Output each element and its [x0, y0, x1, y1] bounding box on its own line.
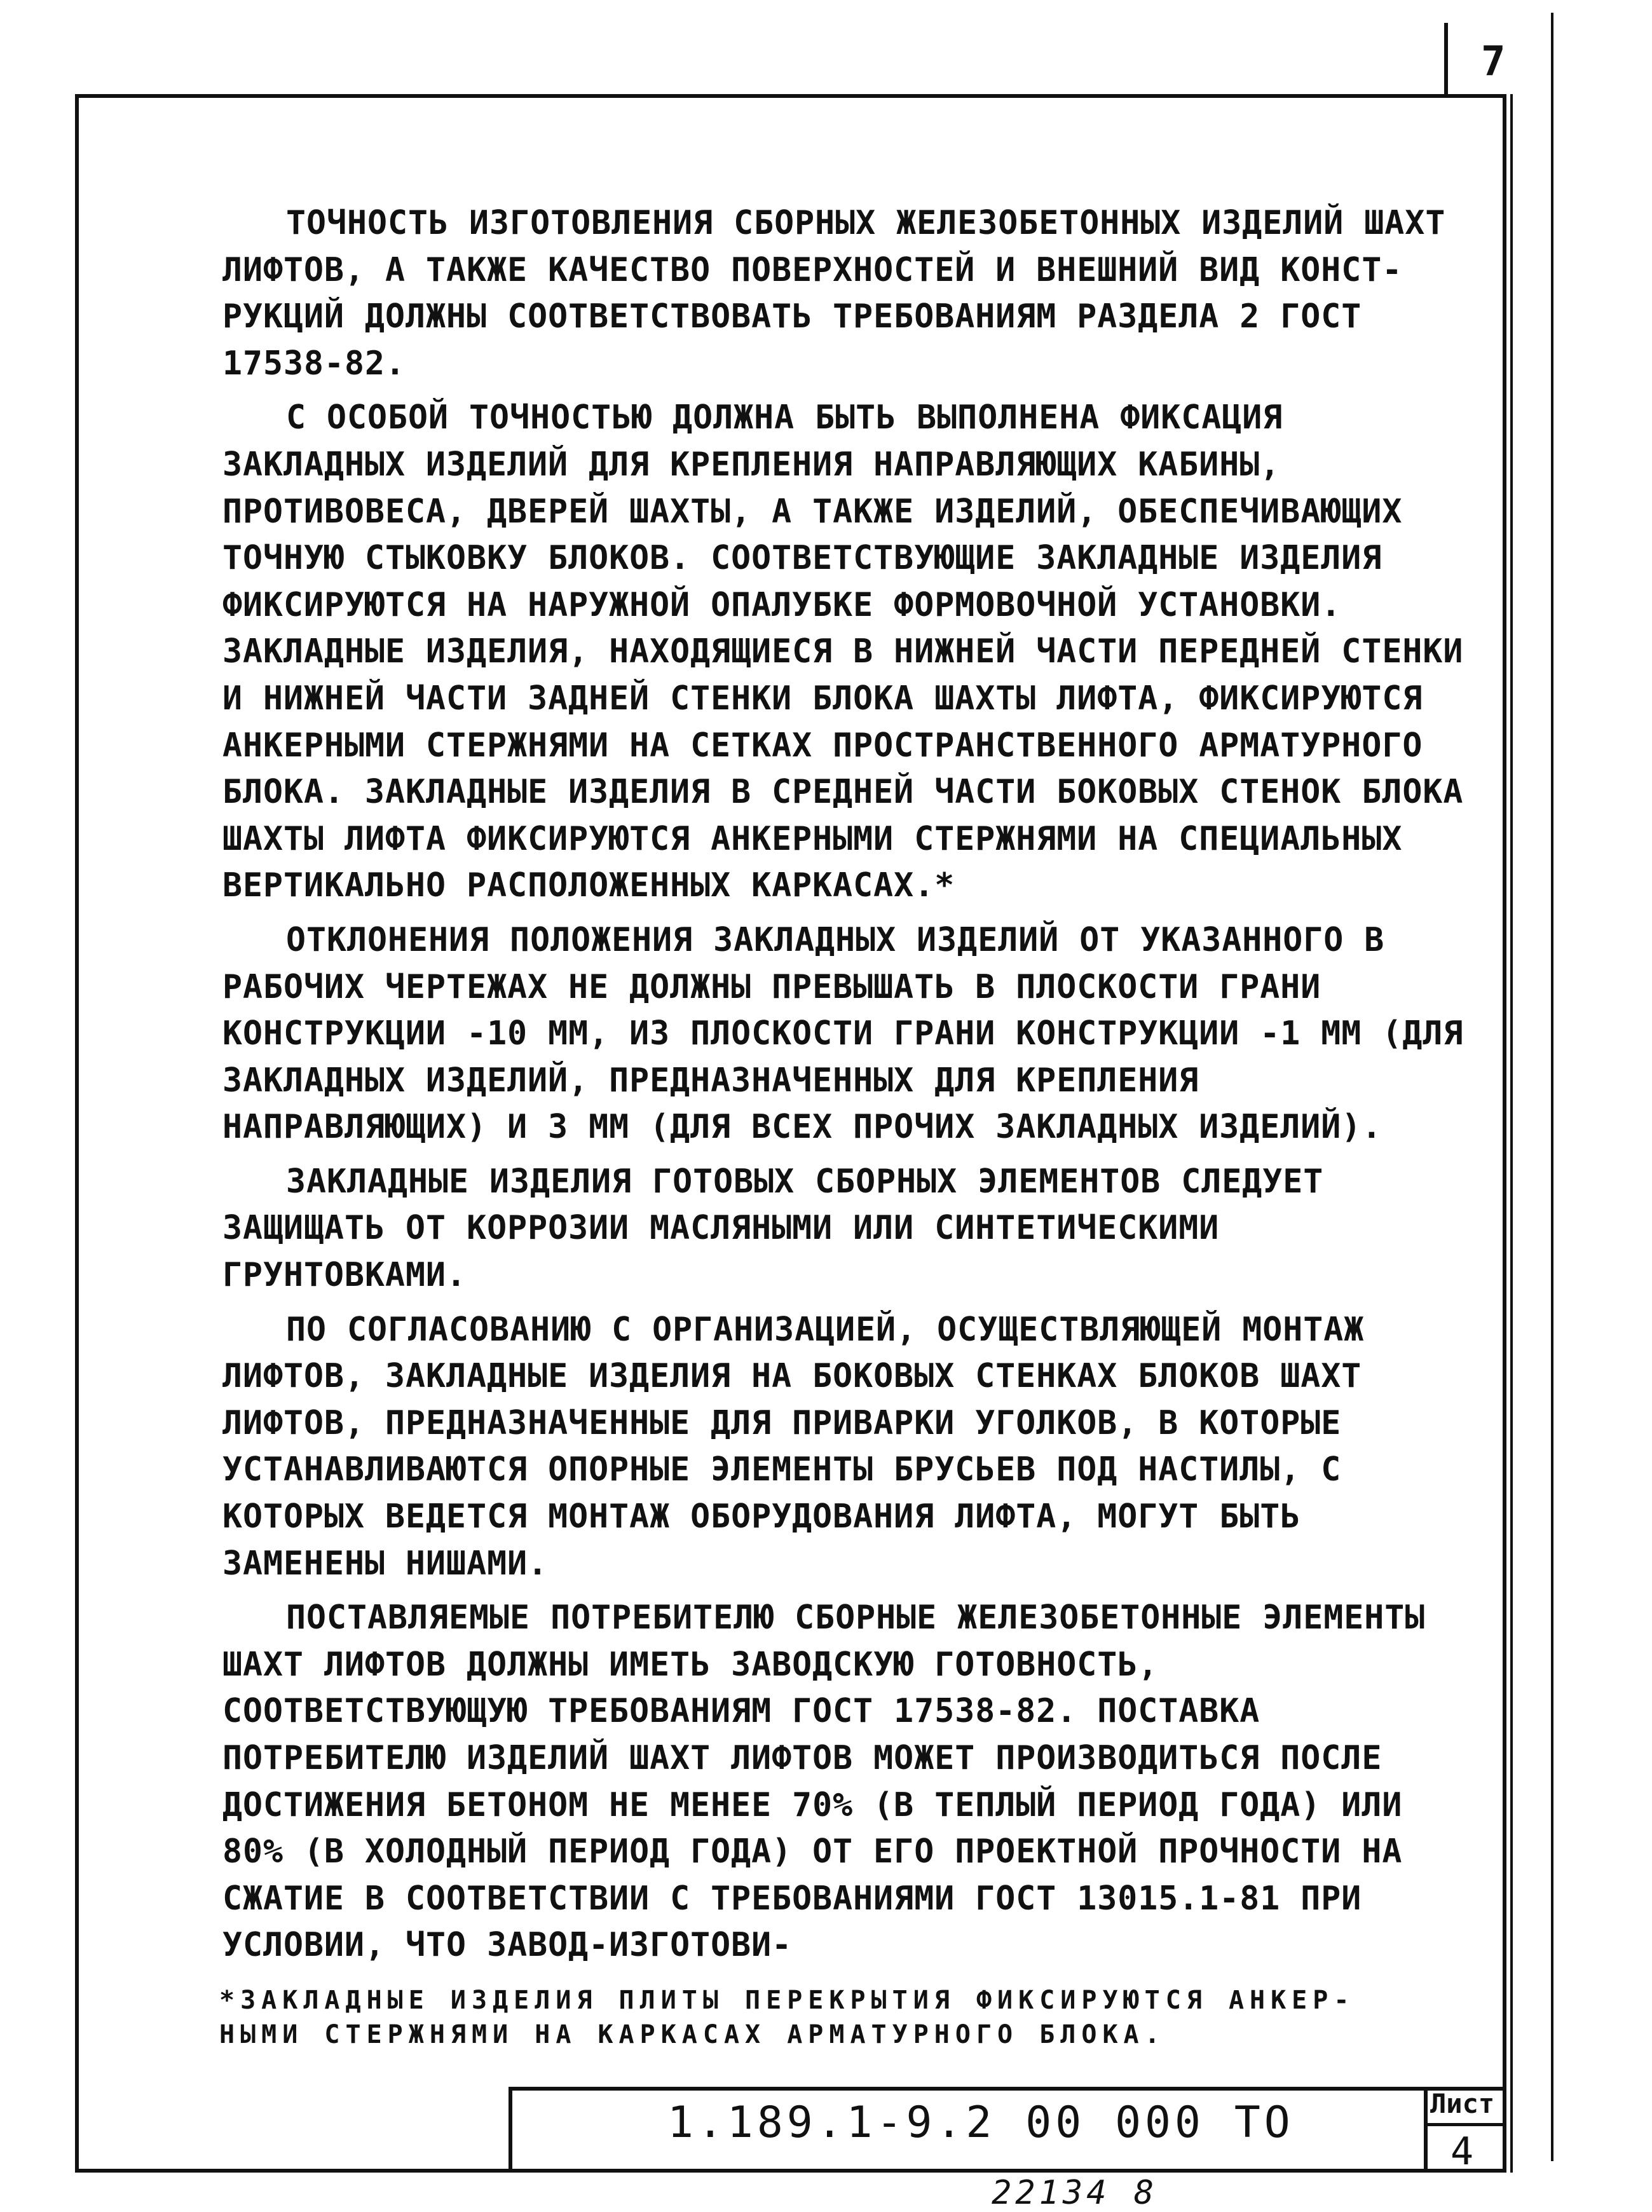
footnote-line-1: *ЗАКЛАДНЫЕ ИЗДЕЛИЯ ПЛИТЫ ПЕРЕКРЫТИЯ ФИКСИРУЮТСЯ АНКЕР-: [219, 1986, 1355, 2015]
footnote: [219, 1983, 1497, 2052]
paragraph-5: ПО СОГЛАСОВАНИЮ С ОРГАНИЗАЦИЕЙ, ОСУЩЕСТВЛЯЮЩЕЙ МОНТАЖ ЛИФТОВ, ЗАКЛАДНЫЕ ИЗДЕЛИЯ НА БОКОВЫХ СТЕНКАХ БЛОКОВ ШАХТ ЛИФТОВ, ПРЕДНАЗНАЧЕННЫЕ ДЛЯ ПРИВАРКИ УГОЛКОВ, В КОТОРЫЕ УСТАНАВЛИВАЮТСЯ ОПОРНЫЕ ЭЛЕМЕНТЫ БРУСЬЕВ ПОД НАСТИЛЫ, С КОТОРЫХ ВЕДЕТСЯ МОНТАЖ ОБОРУДОВАНИЯ ЛИФТА, МОГУТ БЫТЬ ЗАМЕНЕНЫ НИШАМИ.: [222, 1310, 1385, 1583]
paragraph-2: С ОСОБОЙ ТОЧНОСТЬЮ ДОЛЖНА БЫТЬ ВЫПОЛНЕНА ФИКСАЦИЯ ЗАКЛАДНЫХ ИЗДЕЛИЙ ДЛЯ КРЕПЛЕНИЯ НАПРАВЛЯЮЩИХ КАБИНЫ, ПРОТИВОВЕСА, ДВЕРЕЙ ШАХТЫ, А ТАКЖЕ ИЗДЕЛИЙ, ОБЕСПЕЧИВАЮЩИХ ТОЧНУЮ СТЫКОВКУ БЛОКОВ. СООТВЕТСТВУЮЩИЕ ЗАКЛАДНЫЕ ИЗДЕЛИЯ ФИКСИРУЮТСЯ НА НАРУЖНОЙ ОПАЛУБКЕ ФОРМОВОЧНОЙ УСТАНОВКИ. ЗАКЛАДНЫЕ ИЗДЕЛИЯ, НАХОДЯЩИЕСЯ В НИЖНЕЙ ЧАСТИ ПЕРЕДНЕЙ СТЕНКИ И НИЖНЕЙ ЧАСТИ ЗАДНЕЙ СТЕНКИ БЛОКА ШАХТЫ ЛИФТА, ФИКСИРУЮТСЯ АНКЕРНЫМИ СТЕРЖНЯМИ НА СЕТКАХ ПРОСТРАНСТВЕННОГО АРМАТУРНОГО БЛОКА. ЗАКЛАДНЫЕ ИЗДЕЛИЯ В СРЕДНЕЙ ЧАСТИ БОКОВЫХ СТЕНОК БЛОКА ШАХТЫ ЛИФТА ФИКСИРУЮТСЯ АНКЕРНЫМИ СТЕРЖНЯМИ НА СПЕЦИАЛЬНЫХ ВЕРТИКАЛЬНО РАСПОЛОЖЕННЫХ КАРКАСАХ.*: [222, 399, 1484, 905]
paragraph-4: ЗАКЛАДНЫЕ ИЗДЕЛИЯ ГОТОВЫХ СБОРНЫХ ЭЛЕМЕНТОВ СЛЕДУЕТ ЗАЩИЩАТЬ ОТ КОРРОЗИИ МАСЛЯНЫМИ ИЛИ СИНТЕТИЧЕСКИМИ ГРУНТОВКАМИ.: [222, 1162, 1344, 1295]
paragraph-1: ТОЧНОСТЬ ИЗГОТОВЛЕНИЯ СБОРНЫХ ЖЕЛЕЗОБЕТОННЫХ ИЗДЕЛИЙ ШАХТ ЛИФТОВ, А ТАКЖЕ КАЧЕСТВО ПОВЕРХНОСТЕЙ И ВНЕШНИЙ ВИД КОНСТ-РУКЦИЙ ДОЛЖНЫ СООТВЕТСТВОВАТЬ ТРЕБОВАНИЯМ РАЗДЕЛА 2 ГОСТ 17538-82.: [222, 204, 1466, 383]
document-code: 1.189.1-9.2 00 000 ТО: [667, 2098, 1294, 2148]
footnote-line-2: НЫМИ СТЕРЖНЯМИ НА КАРКАСАХ АРМАТУРНОГО БЛОКА.: [219, 2020, 1166, 2049]
page-number: 7: [1481, 38, 1506, 85]
frame-double-line: [1510, 94, 1513, 2173]
right-edge-line: [1551, 13, 1553, 2161]
sheet-label-divider: [1424, 2123, 1506, 2126]
sheet-number: 4: [1451, 2129, 1474, 2174]
paragraph-3: ОТКЛОНЕНИЯ ПОЛОЖЕНИЯ ЗАКЛАДНЫХ ИЗДЕЛИЙ ОТ УКАЗАННОГО В РАБОЧИХ ЧЕРТЕЖАХ НЕ ДОЛЖНЫ ПРЕВЫШАТЬ В ПЛОСКОСТИ ГРАНИ КОНСТРУКЦИИ -10 ММ, ИЗ ПЛОСКОСТИ ГРАНИ КОНСТРУКЦИИ -1 ММ (ДЛЯ ЗАКЛАДНЫХ ИЗДЕЛИЙ, ПРЕДНАЗНАЧЕННЫХ ДЛЯ КРЕПЛЕНИЯ НАПРАВЛЯЮЩИХ) И 3 ММ (ДЛЯ ВСЕХ ПРОЧИХ ЗАКЛАДНЫХ ИЗДЕЛИЙ).: [222, 920, 1484, 1147]
body-text: [222, 200, 1484, 1977]
sheet-label: Лист: [1430, 2088, 1495, 2119]
inventory-number: 22134 8: [992, 2174, 1158, 2212]
paragraph-6: ПОСТАВЛЯЕМЫЕ ПОТРЕБИТЕЛЮ СБОРНЫЕ ЖЕЛЕЗОБЕТОННЫЕ ЭЛЕМЕНТЫ ШАХТ ЛИФТОВ ДОЛЖНЫ ИМЕТЬ ЗАВОДСКУЮ ГОТОВНОСТЬ, СООТВЕТСТВУЮЩУЮ ТРЕБОВАНИЯМ ГОСТ 17538-82. ПОСТАВКА ПОТРЕБИТЕЛЮ ИЗДЕЛИЙ ШАХТ ЛИФТОВ МОЖЕТ ПРОИЗВОДИТЬСЯ ПОСЛЕ ДОСТИЖЕНИЯ БЕТОНОМ НЕ МЕНЕЕ 70% (В ТЕПЛЫЙ ПЕРИОД ГОДА) ИЛИ 80% (В ХОЛОДНЫЙ ПЕРИОД ГОДА) ОТ ЕГО ПРОЕКТНОЙ ПРОЧНОСТИ НА СЖАТИЕ В СООТВЕТСТВИИ С ТРЕБОВАНИЯМИ ГОСТ 13015.1-81 ПРИ УСЛОВИИ, ЧТО ЗАВОД-ИЗГОТОВИ-: [222, 1599, 1446, 1965]
